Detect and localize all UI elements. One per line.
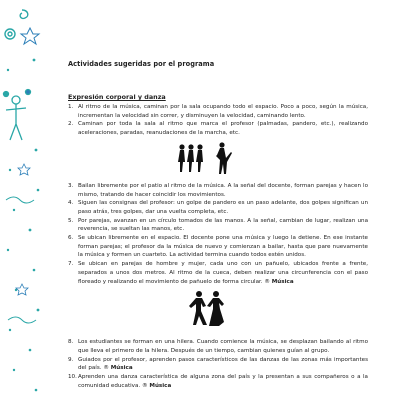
item-number: 9. — [68, 356, 74, 363]
item-number: 5. — [68, 217, 74, 224]
illustration-row-1 — [68, 140, 368, 178]
illustration-row-2 — [68, 288, 368, 334]
list-item — [68, 234, 368, 260]
music-reference-icon: ® — [103, 365, 109, 372]
activity-list-part-3 — [68, 338, 368, 390]
item-number: 4. — [68, 200, 74, 207]
small-stars-decoration — [16, 164, 30, 295]
item-text: Los estudiantes se forman en una hilera. Cuando comience la música, se desplazan bailando al ritmo que lleva el primero de la hilera. Después de un tiempo, cambian quienes guían al grupo. — [78, 339, 368, 354]
music-reference-icon: ® — [142, 382, 148, 389]
swirl-decoration — [6, 197, 36, 323]
music-reference-label: Música — [271, 278, 294, 285]
item-number: 10. — [68, 374, 77, 381]
margin-decoration — [0, 0, 46, 400]
item-text: Bailan libremente por el patio al ritmo de la música. A la señal del docente, forman parejas y hacen lo mismo, tratando de hacer coincidir los movimientos. — [78, 182, 368, 198]
circus-juggler-icon — [4, 90, 31, 141]
item-text: Se ubican en parejas de hombre y mujer, cada uno con un pañuelo, ubicados frente a frente, separados a unos dos metros. Al ritmo de la cueca, deben realizar una circunferencia con el paso floreado y realizando el movimiento de pañuelo de forma circular. — [78, 261, 368, 285]
subsection-title: Expresión corporal y danza — [68, 93, 166, 101]
item-number: 1. — [68, 104, 74, 110]
item-number: 3. — [68, 182, 74, 189]
item-text: Siguen las consignas del profesor: un golpe de pandero es un paso adelante, dos golpes significan un paso atrás, tres golpes, dar una vuelta completa, etc. — [78, 200, 368, 215]
list-item — [68, 120, 368, 137]
dancers-line-icon — [174, 140, 234, 178]
list-item — [68, 338, 368, 355]
spiral-icon — [5, 10, 28, 39]
activity-list-part-1 — [68, 103, 368, 138]
item-text: Por parejas, avanzan en un círculo tomados de las manos. A la señal, cambian de lugar, realizan una reverencia, se sueltan las manos, etc. — [78, 217, 368, 233]
list-item — [68, 103, 368, 120]
list-item — [68, 199, 368, 216]
item-text: Aprenden una danza característica de alguna zona del país y la presentan a sus compañeros o a la comunidad educativa. — [78, 374, 368, 389]
list-item — [68, 373, 368, 390]
section-title: Actividades sugeridas por el programa — [68, 60, 215, 68]
music-reference-label: Música — [149, 382, 172, 389]
dancing-couple-icon — [186, 288, 230, 334]
activity-list-part-2 — [68, 182, 368, 286]
item-number: 8. — [68, 339, 74, 346]
item-text: Caminan por toda la sala al ritmo que marca el profesor (palmadas, pandero, etc.), realizando aceleraciones, paradas, reanudaciones de la marcha, etc. — [78, 121, 368, 137]
list-item — [68, 182, 368, 199]
item-number: 7. — [68, 261, 74, 268]
item-number: 2. — [68, 121, 74, 128]
list-item — [68, 356, 368, 373]
music-reference-icon: ® — [264, 278, 270, 285]
list-item — [68, 260, 368, 286]
item-text: Guiados por el profesor, aprenden pasos característicos de las danzas de las zonas más importantes del país. — [78, 356, 368, 372]
item-text: Al ritmo de la música, caminan por la sala ocupando todo el espacio. Poco a poco, según la música, incrementan la velocidad sin correr, y disminuyen la velocidad, caminando lento. — [78, 104, 368, 119]
item-text: Se ubican libremente en el espacio. El docente pone una música y luego la detiene. En ese instante forman parejas; el profesor da la música de nuevo y comienzan a bailar, hasta que pare nuevamente la música y formen un cuarteto. La actividad termina cuando todos estén unidos. — [78, 235, 368, 259]
list-item — [68, 217, 368, 234]
star-icon — [21, 28, 39, 44]
music-reference-label: Música — [110, 365, 133, 372]
main-content — [68, 60, 368, 390]
item-number: 6. — [68, 235, 74, 242]
